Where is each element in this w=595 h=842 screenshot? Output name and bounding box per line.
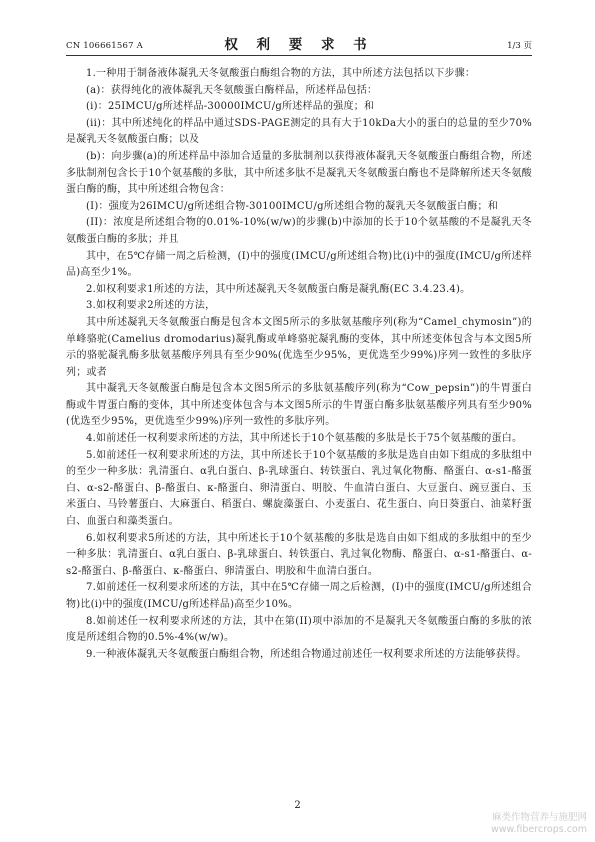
claim-7: 7.如前述任一权利要求所述的方法，其中在5℃存储一周之后检测，(I)中的强度(IMCU/g所述组合物)比(i)中的强度(IMCU/g所述样品)高至少10%。: [66, 582, 532, 610]
document-title: 权 利 要 求 书: [224, 37, 374, 53]
claim-3-option-camel: 其中所述凝乳天冬氨酸蛋白酶是包含本文图5所示的多肽氨基酸序列(称为“Camel_chymosin”)的单峰骆驼(Camelius dromodarius)凝乳酶或单峰骆驼凝乳酶的变体，其中所述变体包含与本文图5所示的骆驼凝乳酶多肽氨基酸序列具有至少90%(优选至少95%，更优选至少99%)序列一致性的多肽序列；或者: [66, 316, 532, 378]
header-divider: [66, 55, 532, 56]
claim-1-item-II: (II)：浓度是所述组合物的0.01%-10%(w/w)的步骤(b)中添加的长于10个氨基酸的不是凝乳天冬氨酸蛋白酶的多肽；并且: [66, 217, 532, 245]
watermark-title: 麻类作物营养与施肥网: [491, 812, 587, 823]
watermark-url: www.fibercrops.com: [490, 824, 587, 835]
page-indicator: 1/3 页: [507, 41, 532, 51]
claim-1-condition: 其中，在5℃存储一周之后检测，(I)中的强度(IMCU/g所述组合物)比(i)中的强度(IMCU/g所述样品)高至少1%。: [66, 250, 532, 279]
page-number: 2: [294, 800, 301, 811]
claim-1-item-ii: (ii)：其中所述纯化的样品中通过SDS-PAGE测定的具有大于10kDa大小的蛋白的总量的至少70%是凝乳天冬氨酸蛋白酶；以及: [66, 117, 532, 146]
claim-6: 6.如权利要求5所述的方法，其中所述长于10个氨基酸的多肽是选自由如下组成的多肽组中的至少一种多肽：乳清蛋白、α乳白蛋白、β-乳球蛋白、转铁蛋白、乳过氧化物酶、酪蛋白、α-s1-酪蛋白、α-s2-酪蛋白、β-酪蛋白、κ-酪蛋白、卵清蛋白、明胶和牛血清白蛋白。: [66, 532, 532, 577]
claim-5: 5.如前述任一权利要求所述的方法，其中所述长于10个氨基酸的多肽是选自由如下组成的多肽组中的至少一种多肽：乳清蛋白、α乳白蛋白、β-乳球蛋白、转铁蛋白、乳过氧化物酶、酪蛋白、α-s1-酪蛋白、α-s2-酪蛋白、β-酪蛋白、κ-酪蛋白、卵清蛋白、明胶、牛血清白蛋白、大豆蛋白、豌豆蛋白、玉米蛋白、马铃薯蛋白、大麻蛋白、稻蛋白、螺旋藻蛋白、小麦蛋白、花生蛋白、向日葵蛋白、油菜籽蛋白、血蛋白和藻类蛋白。: [66, 449, 532, 528]
publication-number: CN 106661567 A: [66, 41, 143, 51]
page-header: [66, 30, 532, 56]
claims-body: [66, 66, 532, 663]
site-watermark: [491, 812, 587, 836]
claim-1-step-b: (b)：向步骤(a)的所述样品中添加合适量的多肽制剂以获得液体凝乳天冬氨酸蛋白酶组合物，所述多肽制剂包含长于10个氨基酸的多肽，其中所述多肽不是凝乳天冬氨酸蛋白酶也不是降解所述天冬氨酸蛋白酶的酶，其中所述组合物包含：: [66, 150, 532, 196]
claim-1-step-a: (a)：获得纯化的液体凝乳天冬氨酸蛋白酶样品，所述样品包括：: [86, 84, 378, 96]
claim-3-option-cow: 其中凝乳天冬氨酸蛋白酶是包含本文图5所示的多肽氨基酸序列(称为“Cow_pepsin”)的牛胃蛋白酶或牛胃蛋白酶的变体，其中所述变体包含与本文图5所示的牛胃蛋白酶多肽氨基酸序列具有至少90%(优选至少95%，更优选至少99%)序列一致性的多肽序列。: [66, 383, 532, 428]
claim-1-item-I: (I)：强度为26IMCU/g所述组合物-30100IMCU/g所述组合物的凝乳天冬氨酸蛋白酶；和: [86, 200, 498, 212]
claim-8: 8.如前述任一权利要求所述的方法，其中在第(II)项中添加的不是凝乳天冬氨酸蛋白酶的多肽的浓度是所述组合物的0.5%-4%(w/w)。: [66, 615, 532, 644]
claim-9: 9.一种液体凝乳天冬氨酸蛋白酶组合物，所述组合物通过前述任一权利要求所述的方法能够获得。: [86, 648, 527, 660]
claim-3-intro: 3.如权利要求2所述的方法，: [86, 300, 216, 312]
claim-4: 4.如前述任一权利要求所述的方法，其中所述长于10个氨基酸的多肽是长于75个氨基酸的蛋白。: [86, 433, 523, 445]
claim-2: 2.如权利要求1所述的方法，其中所述凝乳天冬氨酸蛋白酶是凝乳酶(EC 3.4.23.4)。: [86, 283, 471, 295]
claim-1-item-i: (i)：25IMCU/g所述样品-30000IMCU/g所述样品的强度；和: [86, 101, 375, 113]
claim-1-intro: 1.一种用于制备液体凝乳天冬氨酸蛋白酶组合物的方法，其中所述方法包括以下步骤：: [86, 68, 476, 79]
